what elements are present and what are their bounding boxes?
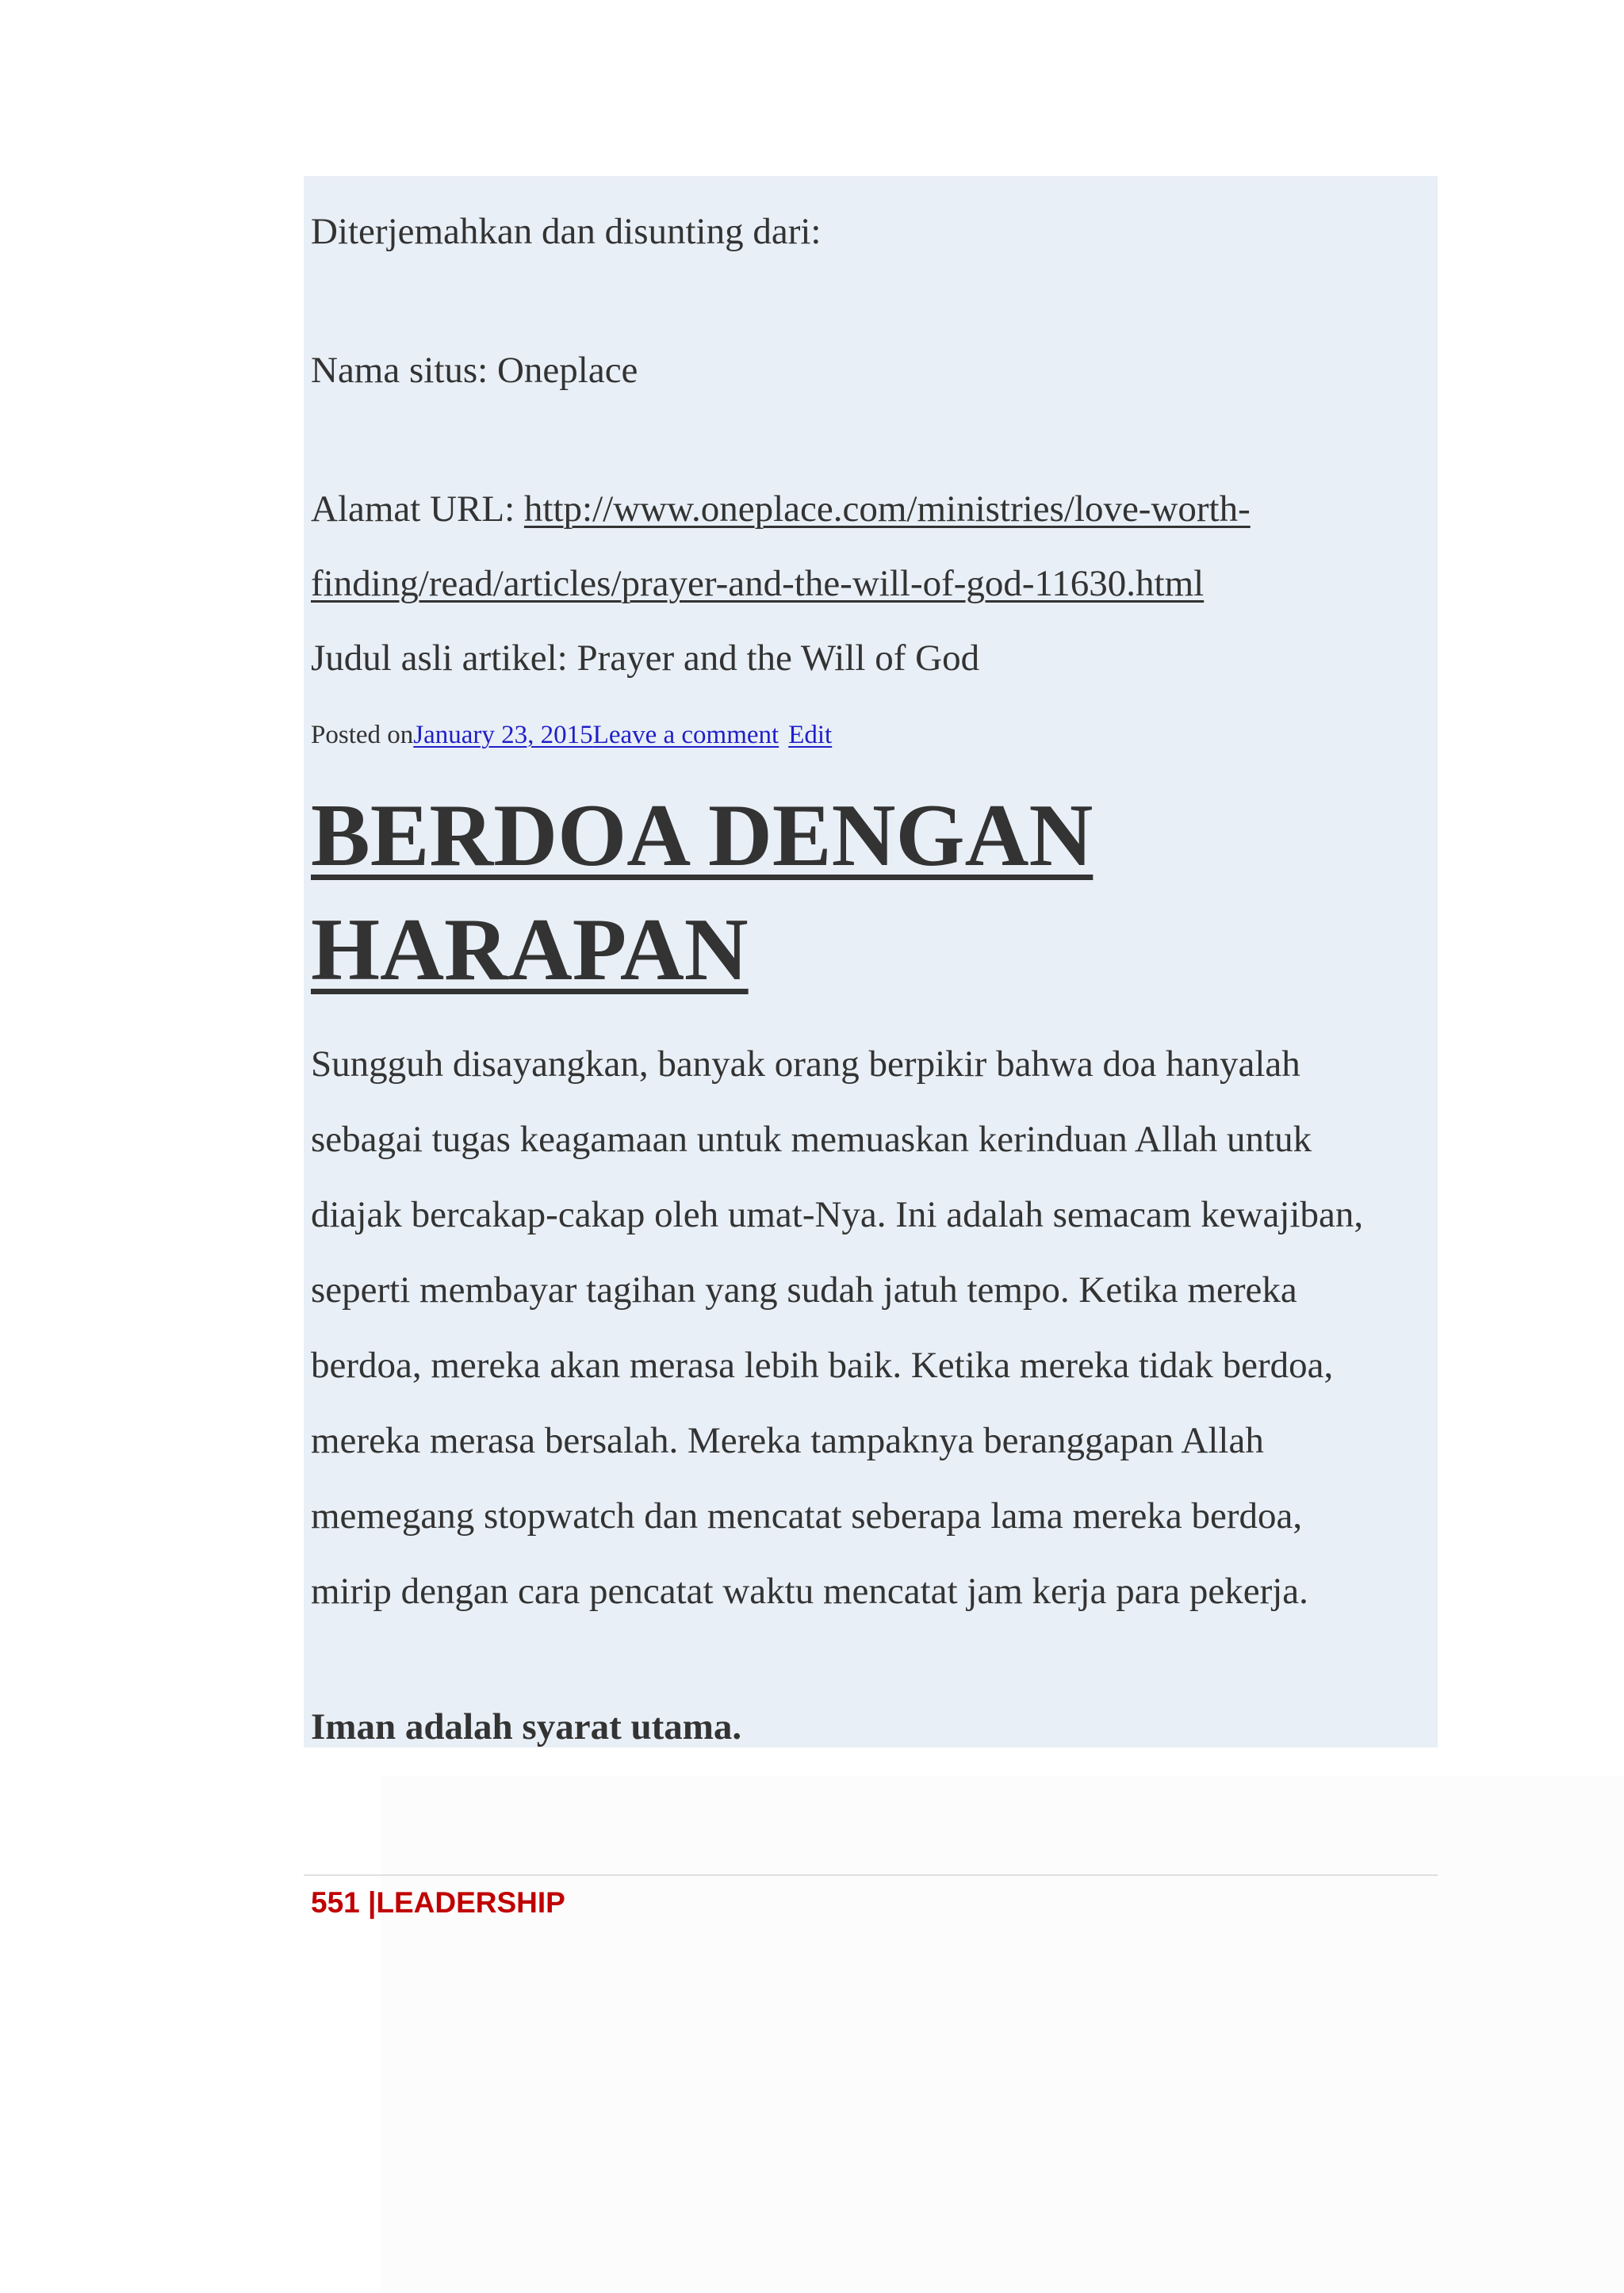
paragraph-line: mirip dengan cara pencatat waktu mencatat jam kerja para pekerja.	[311, 1571, 1308, 1612]
page-number: 551	[311, 1886, 360, 1919]
edit-link[interactable]: Edit	[788, 721, 833, 749]
posted-on-label: Posted on	[311, 721, 414, 749]
url-label: Alamat URL:	[311, 488, 524, 530]
url-line-1	[311, 485, 1251, 533]
footer-section: LEADERSHIP	[376, 1886, 565, 1919]
paragraph-line: seperti membayar tagihan yang sudah jatuh tempo. Ketika mereka	[311, 1269, 1297, 1311]
translated-from-label: Diterjemahkan dan disunting dari:	[311, 211, 822, 252]
post-meta	[311, 718, 832, 752]
subheading: Iman adalah syarat utama.	[311, 1706, 742, 1748]
footer-divider	[304, 1874, 1438, 1876]
footer-separator: |	[359, 1886, 377, 1919]
paragraph-line: memegang stopwatch dan mencatat seberapa lama mereka berdoa,	[311, 1495, 1303, 1537]
article-title-line-2: HARAPAN	[311, 901, 749, 999]
paragraph-line: mereka merasa bersalah. Mereka tampaknya beranggapan Allah	[311, 1420, 1264, 1461]
site-name-label: Nama situs: Oneplace	[311, 350, 638, 391]
leave-comment-link[interactable]: Leave a comment	[592, 721, 779, 749]
page-shade	[381, 1776, 1624, 2293]
page-footer	[311, 1882, 565, 1924]
url-line-2	[311, 560, 1204, 607]
paragraph-line: Sungguh disayangkan, banyak orang berpikir bahwa doa hanyalah	[311, 1043, 1300, 1085]
article-title-line-1: BERDOA DENGAN	[311, 787, 1094, 885]
original-title-label: Judul asli artikel: Prayer and the Will of God	[311, 637, 980, 679]
paragraph-line: diajak bercakap-cakap oleh umat-Nya. Ini adalah semacam kewajiban,	[311, 1194, 1364, 1235]
paragraph-line: sebagai tugas keagamaan untuk memuaskan kerinduan Allah untuk	[311, 1119, 1312, 1160]
paragraph-line: berdoa, mereka akan merasa lebih baik. Ketika mereka tidak berdoa,	[311, 1345, 1334, 1386]
post-date-link[interactable]: January 23, 2015	[413, 721, 593, 749]
source-url-link-continued[interactable]: finding/read/articles/prayer-and-the-will-of-god-11630.html	[311, 563, 1205, 604]
source-url-link[interactable]: http://www.oneplace.com/ministries/love-worth-	[523, 488, 1251, 530]
